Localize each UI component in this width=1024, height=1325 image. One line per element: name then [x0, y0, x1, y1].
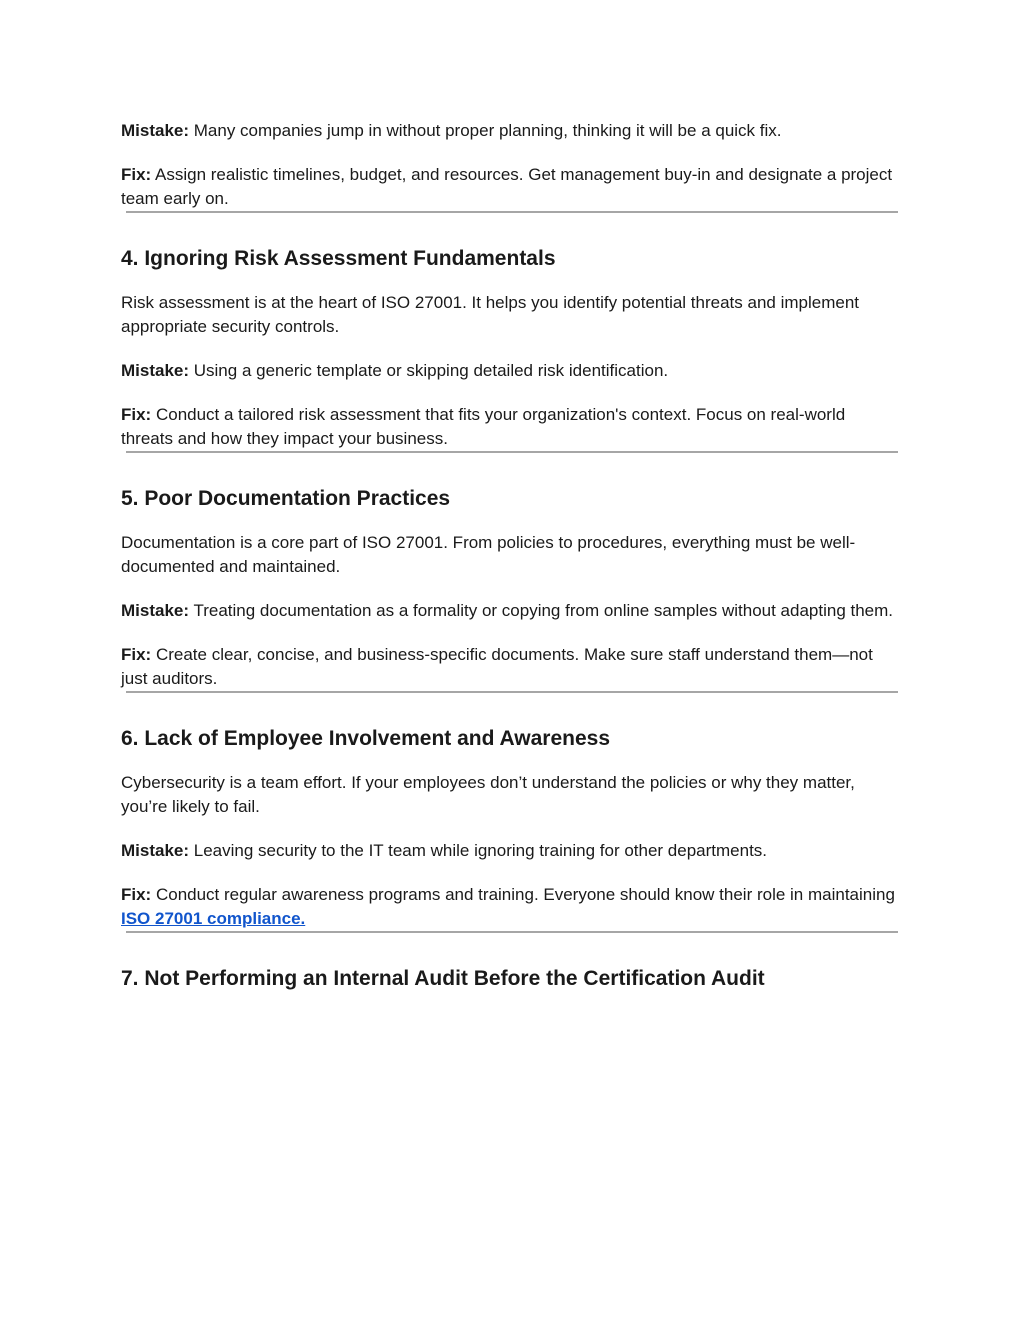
section-heading: 6. Lack of Employee Involvement and Awareness [121, 727, 611, 750]
intro-mistake [121, 119, 901, 143]
fix-text: Assign realistic timelines, budget, and resources. Get management buy-in and designate a project team early on. [121, 165, 893, 208]
section-mistake [121, 599, 901, 623]
section-body: Documentation is a core part of ISO 27001. From policies to procedures, everything must be well-documented and maintained. [121, 533, 856, 576]
section-heading: 4. Ignoring Risk Assessment Fundamentals [121, 247, 556, 270]
section-body: Risk assessment is at the heart of ISO 27001. It helps you identify potential threats and implement appropriate security controls. [121, 293, 860, 336]
fix-label: Fix: [121, 645, 152, 664]
mistake-label: Mistake: [121, 121, 190, 140]
section-fix [121, 883, 901, 931]
fix-label: Fix: [121, 885, 152, 904]
fix-text: Conduct a tailored risk assessment that fits your organization's context. Focus on real-world threats and how they impact your business. [121, 405, 846, 448]
iso-compliance-link[interactable]: ISO 27001 compliance. [121, 909, 306, 928]
fix-text: Conduct regular awareness programs and training. Everyone should know their role in maintaining [151, 885, 895, 904]
mistake-label: Mistake: [121, 361, 190, 380]
fix-label: Fix: [121, 165, 152, 184]
mistake-text: Many companies jump in without proper planning, thinking it will be a quick fix. [189, 121, 782, 140]
section-mistake [121, 839, 901, 863]
section-divider [126, 451, 898, 453]
section-fix [121, 643, 901, 691]
section-fix [121, 403, 901, 451]
section-heading: 5. Poor Documentation Practices [121, 487, 451, 510]
mistake-text: Using a generic template or skipping detailed risk identification. [189, 361, 669, 380]
mistake-text: Leaving security to the IT team while ignoring training for other departments. [189, 841, 768, 860]
section-heading: 7. Not Performing an Internal Audit Before the Certification Audit [121, 967, 765, 990]
fix-text: Create clear, concise, and business-specific documents. Make sure staff understand them—not just auditors. [121, 645, 873, 688]
section-divider [126, 211, 898, 213]
mistake-text: Treating documentation as a formality or copying from online samples without adapting them. [189, 601, 894, 620]
fix-label: Fix: [121, 405, 152, 424]
mistake-label: Mistake: [121, 841, 190, 860]
mistake-label: Mistake: [121, 601, 190, 620]
section-divider [126, 691, 898, 693]
section-divider [126, 931, 898, 933]
document-page [121, 119, 901, 993]
intro-fix [121, 163, 901, 211]
section-body: Cybersecurity is a team effort. If your employees don’t understand the policies or why they matter, you’re likely to fail. [121, 773, 855, 816]
section-mistake [121, 359, 901, 383]
